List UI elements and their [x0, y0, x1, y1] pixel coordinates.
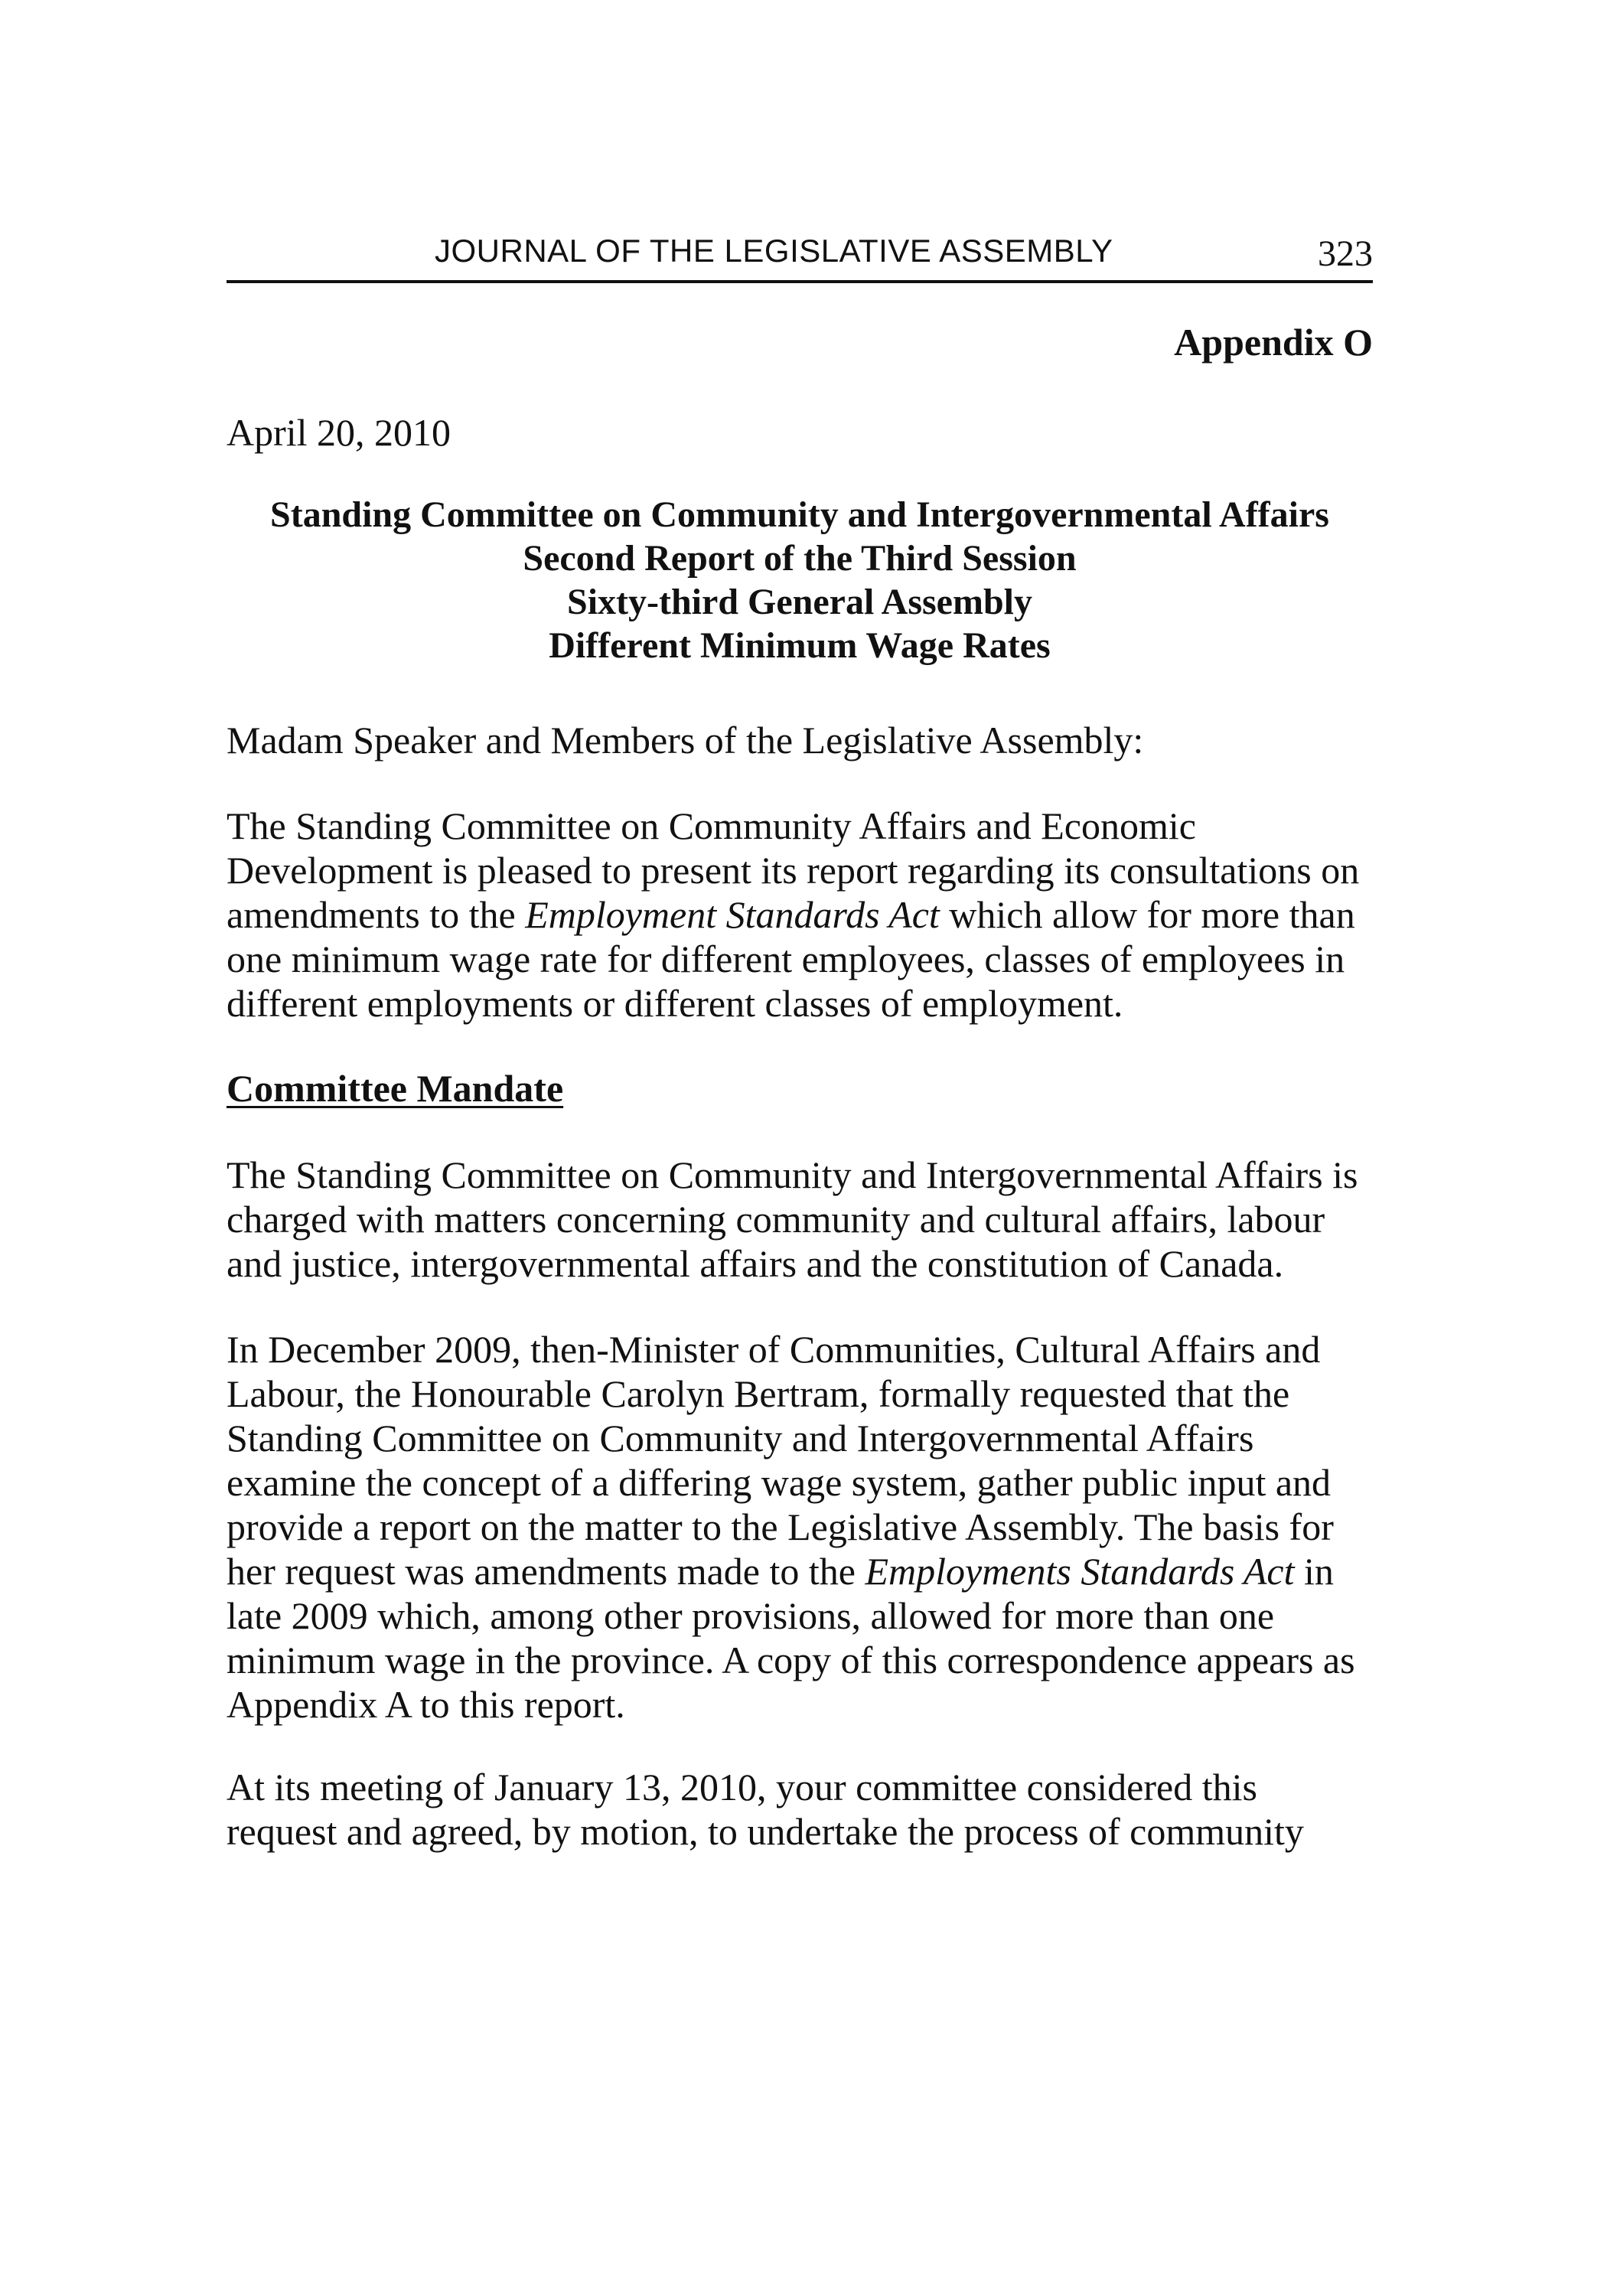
paragraph-line: one minimum wage rate for different employees, classes of employees in: [227, 938, 1345, 980]
running-header: [227, 230, 1373, 283]
appendix-label: Appendix O: [1174, 321, 1373, 364]
page-number: 323: [1318, 233, 1373, 274]
salutation: [227, 718, 1382, 762]
paragraph-line: and justice, intergovernmental affairs and the constitution of Canada.: [227, 1242, 1284, 1285]
paragraph-line: The Standing Committee on Community and Intergovernmental Affairs is: [227, 1153, 1358, 1196]
paragraph-line: provide a report on the matter to the Legislative Assembly. The basis for: [227, 1505, 1334, 1548]
paragraph-line: In December 2009, then-Minister of Communities, Cultural Affairs and: [227, 1328, 1321, 1371]
intro-paragraph: [227, 804, 1382, 1026]
paragraph-line: The Standing Committee on Community Affairs and Economic: [227, 804, 1196, 847]
line-text: amendments to the: [227, 893, 526, 936]
report-title-line: Sixty-third General Assembly: [567, 582, 1032, 622]
paragraph-line: Appendix A to this report.: [227, 1683, 625, 1726]
line-text: her request was amendments made to the: [227, 1550, 865, 1593]
paragraph-line: minimum wage in the province. A copy of this correspondence appears as: [227, 1639, 1355, 1681]
journal-title: JOURNAL OF THE LEGISLATIVE ASSEMBLY: [435, 233, 1113, 269]
salutation-text: Madam Speaker and Members of the Legislative Assembly:: [227, 719, 1144, 762]
report-date: April 20, 2010: [227, 411, 451, 454]
paragraph-line: Standing Committee on Community and Intergovernmental Affairs: [227, 1417, 1254, 1459]
paragraph-line: Labour, the Honourable Carolyn Bertram, formally requested that the: [227, 1372, 1290, 1415]
paragraph-line: [227, 892, 1382, 937]
report-title-line: Second Report of the Third Session: [523, 538, 1077, 579]
paragraph-line: At its meeting of January 13, 2010, your committee considered this: [227, 1766, 1257, 1808]
paragraph-line: charged with matters concerning community and cultural affairs, labour: [227, 1198, 1325, 1241]
report-title-line: Different Minimum Wage Rates: [549, 625, 1051, 666]
report-title: [227, 493, 1373, 667]
line-text: in: [1294, 1550, 1334, 1593]
mandate-paragraph: [227, 1153, 1382, 1286]
paragraph-line: [227, 1549, 1382, 1593]
section-heading-committee-mandate: Committee Mandate: [227, 1067, 564, 1110]
act-title-italic: Employments Standards Act: [865, 1550, 1295, 1593]
paragraph-line: Development is pleased to present its report regarding its consultations on: [227, 849, 1360, 892]
line-text: which allow for more than: [939, 893, 1355, 936]
paragraph-line: different employments or different classes of employment.: [227, 982, 1123, 1025]
report-title-line: Standing Committee on Community and Intergovernmental Affairs: [270, 494, 1329, 535]
paragraph-line: examine the concept of a differing wage system, gather public input and: [227, 1461, 1332, 1504]
paragraph-line: request and agreed, by motion, to undertake the process of community: [227, 1810, 1304, 1853]
december-paragraph: [227, 1327, 1382, 1727]
january-paragraph: [227, 1765, 1382, 1854]
paragraph-line: late 2009 which, among other provisions, allowed for more than one: [227, 1594, 1275, 1637]
act-title-italic: Employment Standards Act: [525, 893, 940, 936]
